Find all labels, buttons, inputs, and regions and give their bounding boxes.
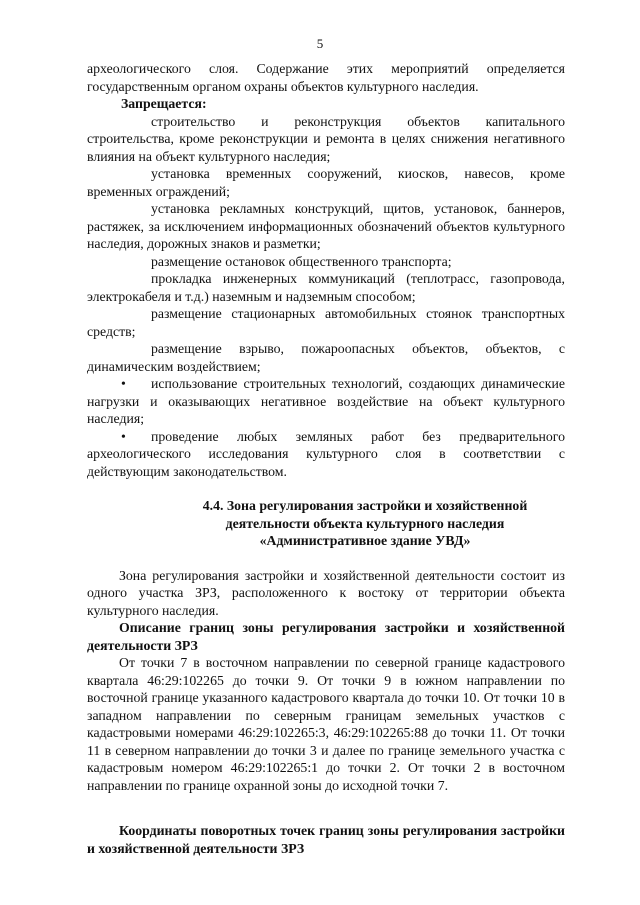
bullet-icon: •	[121, 428, 126, 444]
bullet-text: использование строительных технологий, создающих динамические нагрузки и оказывающих негативное воздействие на объект культурного наследия;	[87, 376, 565, 426]
section-heading-line: деятельности объекта культурного наследия	[225, 515, 505, 531]
bullet-icon: •	[121, 376, 126, 391]
prohibition-item: размещение остановок общественного транспорта;	[151, 253, 452, 269]
coordinates-heading: Координаты поворотных точек границ зоны регулирования застройки и хозяйственной деятельности ЗРЗ	[87, 823, 565, 856]
prohibition-item: размещение взрыво, пожароопасных объектов, объектов, с динамическим воздействием;	[87, 341, 565, 374]
prohibition-item: установка временных сооружений, киосков, навесов, кроме временных ограждений;	[87, 166, 565, 199]
prohibition-item: строительство и реконструкция объектов капитального строительства, кроме реконструкции и ремонта в целях снижения негативного влияния на объект культурного наследия;	[87, 113, 565, 164]
prohibition-bullet-item	[87, 375, 565, 428]
section-heading	[87, 497, 565, 550]
zone-intro-paragraph: Зона регулирования застройки и хозяйственной деятельности состоит из одного участка ЗРЗ, расположенного к востоку от территории объекта культурного наследия.	[87, 567, 565, 618]
prohibition-bullet-item	[87, 428, 565, 481]
prohibited-heading: Запрещается:	[121, 96, 207, 111]
boundary-description-heading: Описание границ зоны регулирования застройки и хозяйственной деятельности ЗРЗ	[87, 620, 565, 653]
page-number: 5	[316, 36, 324, 51]
section-heading-line: «Административное здание УВД»	[259, 533, 471, 548]
bullet-text: проведение любых земляных работ без предварительного археологического исследования культурного слоя в соответствии с действующим законодательством.	[87, 428, 565, 479]
section-heading-line: 4.4. Зона регулирования застройки и хозяйственной	[202, 498, 528, 513]
prohibition-item: размещение стационарных автомобильных стоянок транспортных средств;	[87, 306, 565, 339]
document-body	[87, 60, 565, 857]
paragraph-intro: археологического слоя. Содержание этих мероприятий определяется государственным органом охраны объектов культурного наследия.	[87, 61, 565, 94]
prohibition-item: установка рекламных конструкций, щитов, установок, баннеров, растяжек, за исключением информационных обозначений объектов культурного наследия, дорожных знаков и разметки;	[87, 201, 565, 251]
boundary-description-text: От точки 7 в восточном направлении по северной границе кадастрового квартала 46:29:102265 до точки 9. От точки 9 в южном направлении по восточной границе указанного кадастрового квартала до точки 10. От точки 10 в западном направлении по северным границам земельных участков с кадастровыми номерами 46:29:102265:3, 46:29:102265:88 до точки 11. От точки 11 в северном направлении до точки 3 и далее по границе земельного участка с кадастровым номером 46:29:102265:1 до точки 2. От точки 2 в восточном направлении по границе охранной зоны до исходной точки 7.	[87, 655, 565, 793]
prohibition-item: прокладка инженерных коммуникаций (теплотрасс, газопровода, электрокабеля и т.д.) наземным и надземным способом;	[87, 271, 565, 304]
